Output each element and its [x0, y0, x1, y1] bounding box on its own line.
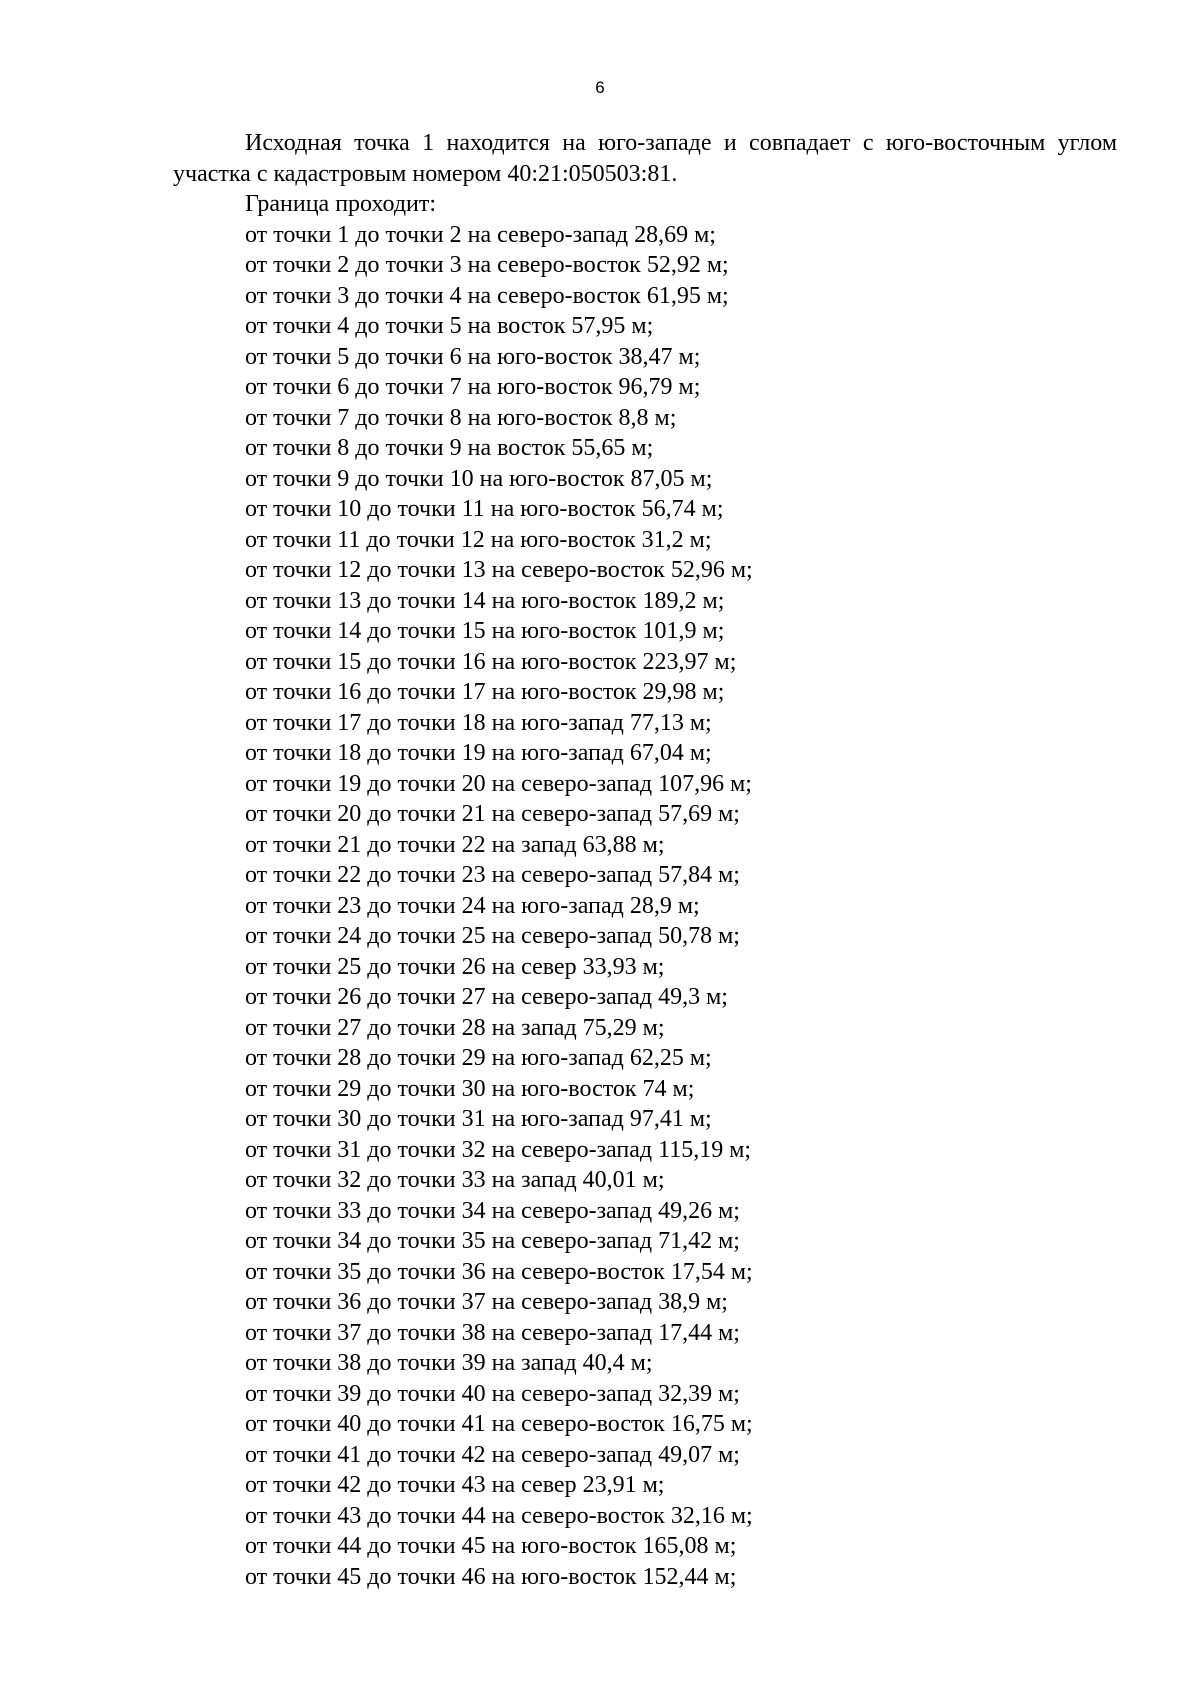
boundary-segment: от точки 30 до точки 31 на юго-запад 97,41 м;: [245, 1106, 712, 1132]
boundary-segment: от точки 36 до точки 37 на северо-запад 38,9 м;: [245, 1289, 728, 1315]
boundary-segment: от точки 9 до точки 10 на юго-восток 87,05 м;: [245, 465, 713, 492]
boundary-segment-list: [245, 220, 753, 1593]
boundary-segment: от точки 35 до точки 36 на северо-восток 17,54 м;: [245, 1258, 753, 1285]
boundary-segment: от точки 19 до точки 20 на северо-запад 107,96 м;: [245, 770, 752, 797]
boundary-segment: от точки 41 до точки 42 на северо-запад 49,07 м;: [245, 1441, 740, 1468]
boundary-segment: от точки 16 до точки 17 на юго-восток 29,98 м;: [245, 679, 725, 705]
boundary-segment: от точки 5 до точки 6 на юго-восток 38,47 м;: [245, 343, 701, 370]
boundary-segment: от точки 24 до точки 25 на северо-запад 50,78 м;: [245, 923, 740, 949]
intro-paragraph: Исходная точка 1 находится на юго-западе и совпадает с юго-восточным углом участка с кадастровым номером 40:21:050503:81.: [173, 130, 1117, 187]
boundary-segment: от точки 3 до точки 4 на северо-восток 61,95 м;: [245, 282, 729, 309]
boundary-segment: от точки 18 до точки 19 на юго-запад 67,04 м;: [245, 740, 712, 766]
page-number: 6: [595, 78, 605, 97]
boundary-segment: от точки 10 до точки 11 на юго-восток 56,74 м;: [245, 496, 724, 522]
boundary-segment: от точки 17 до точки 18 на юго-запад 77,13 м;: [245, 709, 712, 736]
boundary-segment: от точки 44 до точки 45 на юго-восток 165,08 м;: [245, 1533, 737, 1559]
boundary-segment: от точки 25 до точки 26 на север 33,93 м;: [245, 953, 665, 980]
boundary-segment: от точки 1 до точки 2 на северо-запад 28,69 м;: [245, 221, 716, 248]
boundary-segment: от точки 22 до точки 23 на северо-запад 57,84 м;: [245, 862, 740, 888]
boundary-segment: от точки 2 до точки 3 на северо-восток 52,92 м;: [245, 252, 729, 278]
boundary-segment: от точки 28 до точки 29 на юго-запад 62,25 м;: [245, 1045, 712, 1071]
boundary-segment: от точки 11 до точки 12 на юго-восток 31,2 м;: [245, 526, 712, 553]
boundary-segment: от точки 15 до точки 16 на юго-восток 223,97 м;: [245, 648, 737, 675]
boundary-heading: Граница проходит:: [245, 191, 437, 217]
boundary-segment: от точки 13 до точки 14 на юго-восток 189,2 м;: [245, 587, 725, 614]
boundary-segment: от точки 14 до точки 15 на юго-восток 101,9 м;: [245, 618, 725, 644]
boundary-segment: от точки 12 до точки 13 на северо-восток 52,96 м;: [245, 557, 753, 583]
boundary-segment: от точки 37 до точки 38 на северо-запад 17,44 м;: [245, 1319, 740, 1346]
boundary-segment: от точки 8 до точки 9 на восток 55,65 м;: [245, 435, 654, 461]
boundary-segment: от точки 27 до точки 28 на запад 75,29 м;: [245, 1014, 665, 1041]
boundary-segment: от точки 39 до точки 40 на северо-запад 32,39 м;: [245, 1380, 740, 1407]
boundary-segment: от точки 45 до точки 46 на юго-восток 152,44 м;: [245, 1563, 737, 1590]
boundary-segment: от точки 4 до точки 5 на восток 57,95 м;: [245, 313, 654, 339]
boundary-segment: от точки 43 до точки 44 на северо-восток 32,16 м;: [245, 1502, 753, 1529]
boundary-segment: от точки 38 до точки 39 на запад 40,4 м;: [245, 1350, 653, 1376]
boundary-segment: от точки 34 до точки 35 на северо-запад 71,42 м;: [245, 1228, 740, 1254]
boundary-segment: от точки 21 до точки 22 на запад 63,88 м;: [245, 831, 665, 858]
boundary-segment: от точки 23 до точки 24 на юго-запад 28,9 м;: [245, 892, 700, 919]
boundary-segment: от точки 6 до точки 7 на юго-восток 96,79 м;: [245, 374, 701, 400]
boundary-segment: от точки 20 до точки 21 на северо-запад 57,69 м;: [245, 801, 740, 827]
boundary-segment: от точки 40 до точки 41 на северо-восток 16,75 м;: [245, 1411, 753, 1437]
boundary-segment: от точки 31 до точки 32 на северо-запад 115,19 м;: [245, 1136, 752, 1163]
boundary-segment: от точки 33 до точки 34 на северо-запад 49,26 м;: [245, 1197, 740, 1224]
boundary-segment: от точки 42 до точки 43 на север 23,91 м;: [245, 1472, 665, 1498]
boundary-segment: от точки 32 до точки 33 на запад 40,01 м;: [245, 1167, 665, 1193]
boundary-segment: от точки 29 до точки 30 на юго-восток 74 м;: [245, 1075, 695, 1102]
boundary-segment: от точки 26 до точки 27 на северо-запад 49,3 м;: [245, 984, 728, 1010]
boundary-segment: от точки 7 до точки 8 на юго-восток 8,8 м;: [245, 404, 677, 431]
